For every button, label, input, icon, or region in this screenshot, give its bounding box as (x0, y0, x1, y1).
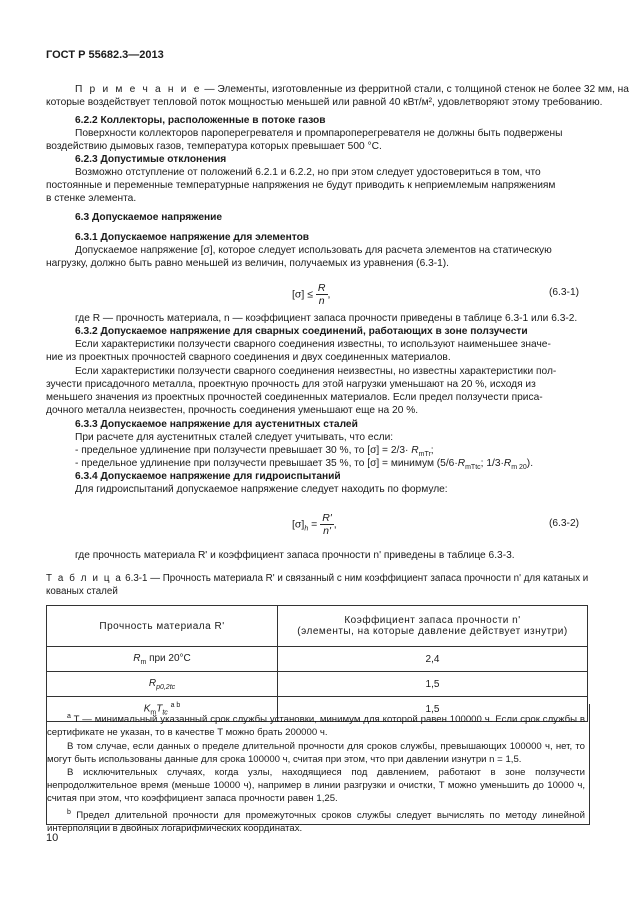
page-number: 10 (46, 832, 59, 844)
para-6-3-1-line-2: нагрузку, должно быть равно меньшей из величин, получаемых из уравнения (6.3-1). (46, 258, 450, 269)
formula-number-6-3-2: (6.3-2) (549, 518, 580, 529)
heading-6-3-4: 6.3.4 Допускаемое напряжение для гидроиспытаний (75, 471, 341, 482)
table-cell-value: 2,4 (278, 647, 588, 672)
para-6-3-2-p1-line-1: Если характеристики ползучести сварного соединения известны, то используют наименьшее значе- (75, 339, 551, 350)
para-6-3-3-line-3: - предельное удлинение при ползучести превышает 35 %, то [σ] = минимум ($5/6\cdot R_{mTtc}$; $1/3\cdot R_{m 20}$). (75, 458, 534, 472)
table-caption-line-1: Т а б л и ц а 6.3-1 — Прочность материала R' и связанный с ним коэффициент запаса прочности n' для катаных и (46, 573, 589, 584)
para-6-3-2-p1-line-2: ние из проектных прочностей сварного соединения и двух соединенных материалов. (46, 352, 451, 363)
note-label: П р и м е ч а н и е (75, 84, 202, 95)
para-6-3-1-line-1: Допускаемое напряжение [σ], которое следует использовать для расчета элементов на статическую (75, 245, 552, 256)
para-6-3-2-p2-line-1: Если характеристики ползучести сварного соединения неизвестны, но известны характеристики пол- (75, 366, 557, 377)
para-6-3-4-where: где прочность материала R' и коэффициент запаса прочности n' приведены в таблице 6.3-3. (75, 550, 515, 561)
heading-6-3-2: 6.3.2 Допускаемое напряжение для сварных соединений, работающих в зоне ползучести (75, 326, 528, 337)
para-6-3-4-line-1: Для гидроиспытаний допускаемое напряжение следует находить по формуле: (75, 484, 448, 495)
table-note-a: $^a$ T — минимальный указанный срок службы установки, минимум для которой равен 100000 ч. Если срок службы в сертификате не указан, то в качестве T можно брать 200000 ч. (47, 713, 585, 739)
document-id: ГОСТ Р 55682.3—2013 (46, 49, 164, 61)
para-6-2-3-line-2: постоянные и переменные температурные напряжения не будут приводить к неприемлемым напряжениям (46, 180, 556, 191)
table-cell-material: $R_m$ при 20°C (47, 647, 278, 672)
table-caption-line-2: кованых сталей (46, 586, 118, 597)
table-note-b: $^b$ Предел длительной прочности для промежуточных сроков службы следует вычислять по методу линейной интерполяции в двойных логарифмических координатах. (47, 808, 585, 834)
table-row (47, 672, 588, 697)
table-header-row (47, 606, 588, 647)
heading-6-3-1: 6.3.1 Допускаемое напряжение для элементов (75, 232, 310, 243)
note-line-2: которые воздействует тепловой поток мощностью меньшей или равной 40 кВт/м², удовлетворяют этому требованию. (46, 97, 603, 108)
heading-6-2-2: 6.2.2 Коллекторы, расположенные в потоке газов (75, 115, 326, 126)
para-6-3-3-line-2: - предельное удлинение при ползучести превышает 30 %, то $[\sigma] = 2/3\cdot R_{mTr}$; (75, 445, 434, 459)
table-row (47, 647, 588, 672)
table-cell-material: $R_{p0,2tc}$ (47, 672, 278, 697)
table-header-col-1: Прочность материала R' (47, 606, 278, 647)
table-caption-label: Т а б л и ц а (46, 573, 123, 584)
para-6-2-3-line-1: Возможно отступление от положений 6.2.1 и 6.2.2, но при этом следует удостовериться в том, что (75, 167, 541, 178)
table-cell-material: $K_mT_{tc}$ $^{a b}$ (47, 697, 278, 722)
para-6-3-1-where: где R — прочность материала, n — коэффициент запаса прочности приведены в таблице 6.3-1 или 6.3-2. (75, 313, 578, 324)
para-6-3-2-p2-line-2: зучести присадочного металла, проектную прочность для этой нагрузки уменьшают на 20 %, исходя из (46, 379, 536, 390)
table-notes (47, 710, 585, 835)
formula-number-6-3-1: (6.3-1) (549, 287, 580, 298)
table-note-p3: В исключительных случаях, когда узлы, находящиеся под давлением, работают в зоне ползучести непродолжительное время (меньше 10000 ч), например в линии разгрузки и очистки, T можно уменьшить до 10000 ч, считая при этом, что коэффициент запаса прочности равен 1,25. (47, 767, 585, 805)
para-6-2-2-line-1: Поверхности коллекторов пароперегревателя и промпароперегревателя не должны быть подвержены (75, 128, 563, 139)
para-6-2-2-line-2: воздействию дымовых газов, температура которых превышает 500 °С. (46, 141, 382, 152)
para-6-3-3-line-1: При расчете для аустенитных сталей следует учитывать, что если: (75, 432, 394, 443)
formula-6-3-2: $[\sigma]_h$ = $\frac{R'}{n'}$ , (292, 512, 337, 537)
para-6-3-2-p2-line-4: дочного металла неизвестен, прочность соединения уменьшают еще на 20 %. (46, 405, 419, 416)
para-6-2-3-line-3: в стенке элемента. (46, 193, 137, 204)
table-cell-value: 1,5 (278, 672, 588, 697)
table-cell-value: 1,5 (278, 697, 588, 722)
heading-6-3: 6.3 Допускаемое напряжение (75, 212, 223, 223)
table-header-col-2: Коэффициент запаса прочности n' (элементы, на которые давление действует изнутри) (278, 606, 588, 647)
para-6-3-2-p2-line-3: меньшего значения из проектных прочностей соединенных материалов. Если предел ползучести приса- (46, 392, 543, 403)
note-line-1: П р и м е ч а н и е — Элементы, изготовленные из ферритной стали, с толщиной стенок не более 32 мм, на (75, 84, 629, 95)
table-note-p2: В том случае, если данных о пределе длительной прочности для сроков службы, превышающих 100000 ч, нет, то могут быть использованы данные для срока 100000 ч, считая при этом, что при давлении изнутри n = 1,5. (47, 740, 585, 765)
heading-6-2-3: 6.2.3 Допустимые отклонения (75, 154, 227, 165)
formula-6-3-1: [σ] ≤ $\frac{R}{n}$ , (292, 282, 331, 307)
heading-6-3-3: 6.3.3 Допускаемое напряжение для аустенитных сталей (75, 419, 358, 430)
